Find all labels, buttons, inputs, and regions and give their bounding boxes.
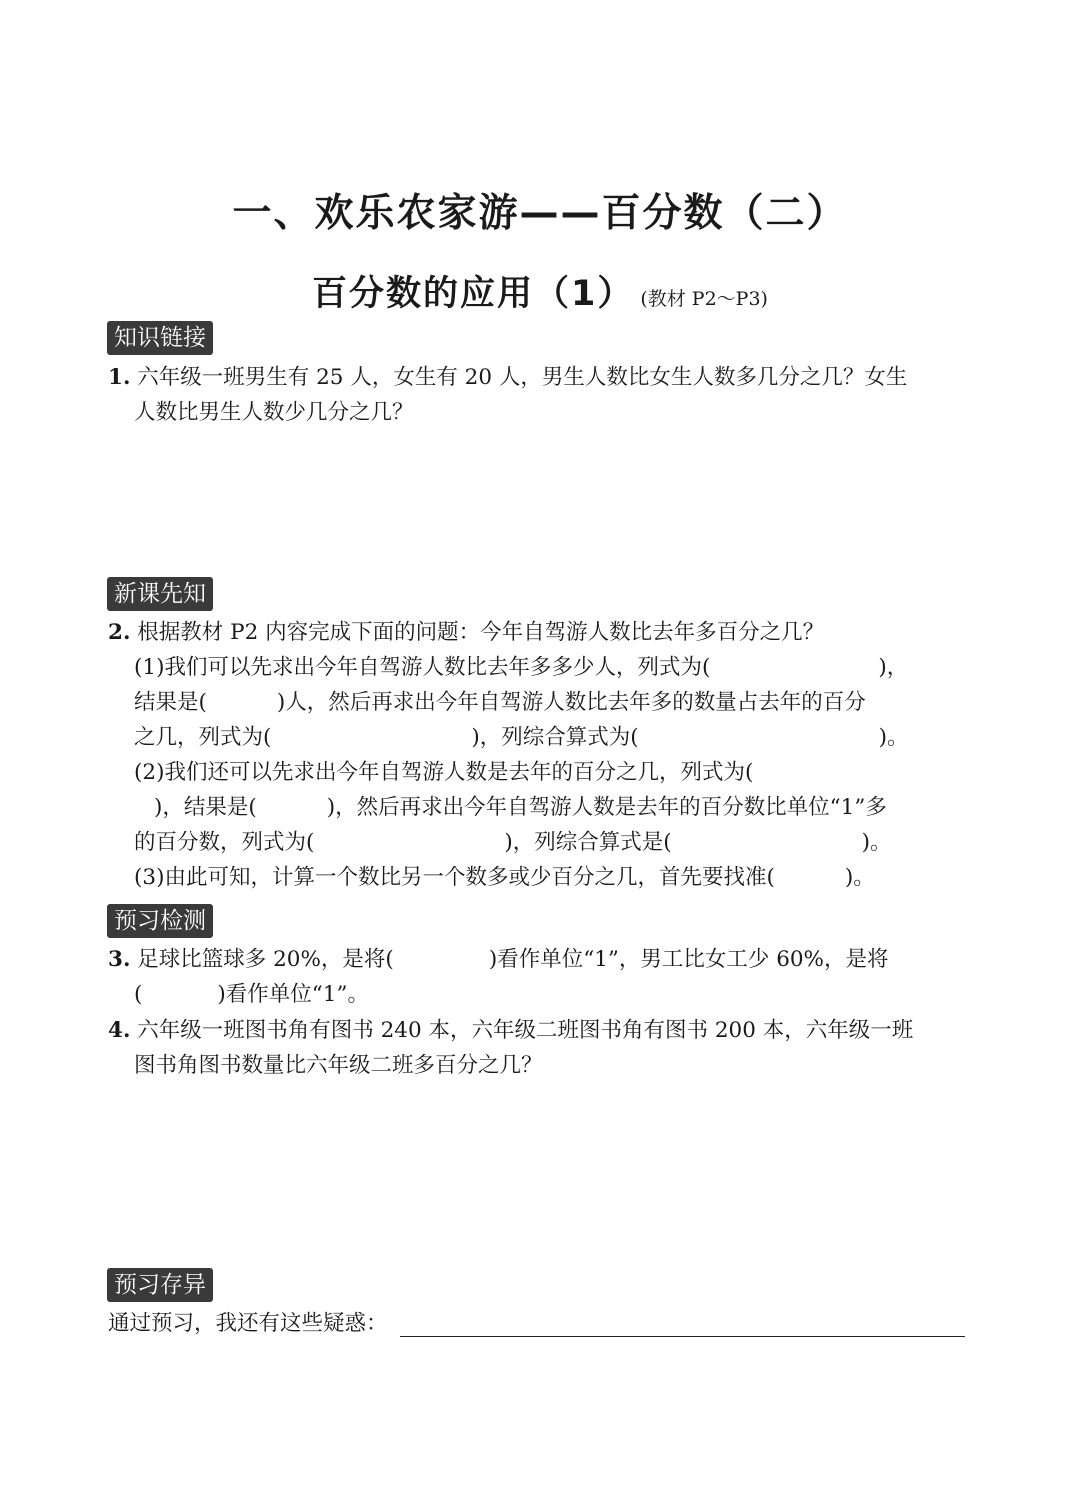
question-number: 3. [108,947,131,972]
page-title: 一、欢乐农家游——百分数（二） [232,191,848,236]
lesson-title: 百分数的应用（1） [312,274,635,314]
question-text: 足球比篮球多 20%，是将( [137,947,394,972]
question-number: 1. [108,365,131,390]
lesson-header [0,266,1080,316]
question-text: 的百分数，列式为( [134,830,315,855]
section-tag-new-lesson: 新课先知 [107,577,213,611]
question-3 [108,942,968,1012]
question-text: )看作单位“1”，男工比女工少 60%，是将 [488,947,889,972]
question-text: ( [134,982,143,1007]
question-number: 2. [108,620,131,645]
question-text: )，列综合算式为( [471,725,639,750]
question-text: 图书角图书数量比六年级二班多百分之几？ [134,1053,543,1078]
question-text: )，然后再求出今年自驾游人数是去年的百分数比单位“1”多 [326,795,887,820]
question-text: )， [878,655,909,680]
question-text: )。 [878,725,909,750]
question-text: 之几，列式为( [134,725,272,750]
question-2 [108,615,968,895]
question-text: )。 [861,830,892,855]
question-text: )人，然后再求出今年自驾游人数比去年多的数量占去年的百分 [276,690,866,715]
section-tag-preview-doubt: 预习存异 [107,1268,213,1302]
section-tag-preview-check: 预习检测 [107,904,213,938]
question-text: (2)我们还可以先求出今年自驾游人数是去年的百分之几，列式为( [134,760,754,785]
question-text: 六年级一班图书角有图书 240 本，六年级二班图书角有图书 200 本，六年级一班 [137,1018,914,1043]
question-number: 4. [108,1018,131,1043]
question-text: 根据教材 P2 内容完成下面的问题：今年自驾游人数比去年多百分之几？ [137,620,825,645]
question-1 [108,360,968,430]
question-text: )，结果是( [154,795,257,820]
question-text: 六年级一班男生有 25 人，女生有 20 人，男生人数比女生人数多几分之几？女生 [137,365,908,390]
question-text: 人数比男生人数少几分之几？ [134,400,414,425]
section-tag-knowledge: 知识链接 [107,321,213,355]
question-text: )。 [844,865,875,890]
doubt-answer-line[interactable] [400,1336,965,1337]
question-text: (1)我们可以先求出今年自驾游人数比去年多多少人，列式为( [134,655,711,680]
doubt-label: 通过预习，我还有这些疑惑： [108,1311,388,1336]
question-text: 结果是( [134,690,207,715]
question-text: (3)由此可知，计算一个数比另一个数多或少百分之几，首先要找准( [134,865,775,890]
textbook-reference: (教材 P2～P3) [640,288,768,310]
question-text: )，列综合算式是( [504,830,672,855]
question-text: )看作单位“1”。 [217,982,369,1007]
question-4 [108,1013,968,1083]
